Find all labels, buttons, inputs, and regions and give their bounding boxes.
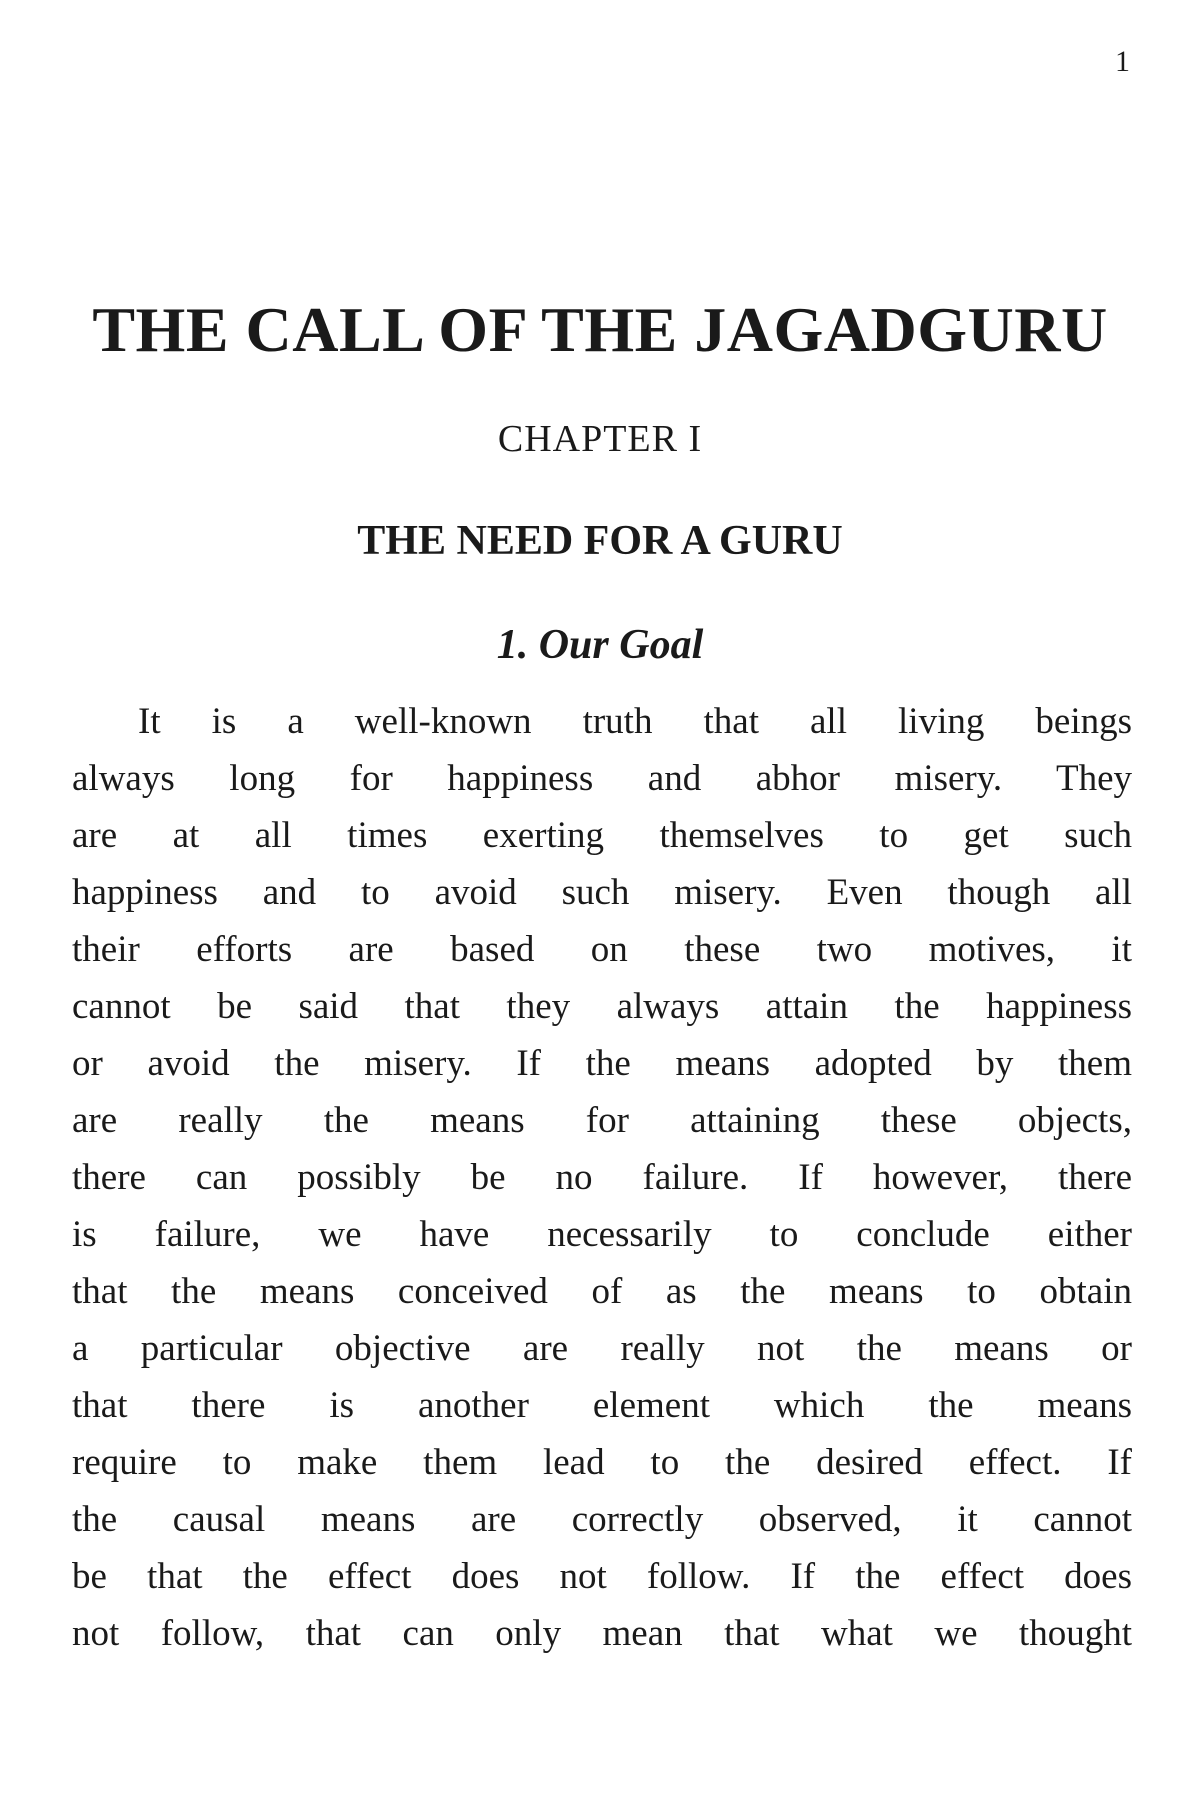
section-heading: 1. Our Goal [496, 622, 704, 668]
chapter-label: CHAPTER I [497, 418, 703, 460]
paragraph-line: that there is another element which the means [72, 1385, 1132, 1426]
paragraph-line: happiness and to avoid such misery. Even though all [72, 872, 1132, 913]
paragraph-line: require to make them lead to the desired effect. If [72, 1442, 1132, 1483]
paragraph-line: a particular objective are really not the means or [72, 1328, 1132, 1369]
body-paragraph [72, 693, 1132, 1662]
paragraph-line: their efforts are based on these two motives, it [72, 929, 1132, 970]
paragraph-line: It is a well-known truth that all living beings [138, 701, 1132, 742]
paragraph-line: are really the means for attaining these objects, [72, 1100, 1132, 1141]
paragraph-line: are at all times exerting themselves to get such [72, 815, 1132, 856]
paragraph-line: be that the effect does not follow. If the effect does [72, 1556, 1132, 1597]
paragraph-line: always long for happiness and abhor misery. They [72, 758, 1132, 799]
paragraph-line: or avoid the misery. If the means adopted by them [72, 1043, 1132, 1084]
paragraph-line: cannot be said that they always attain the happiness [72, 986, 1132, 1027]
chapter-title: THE NEED FOR A GURU [357, 518, 843, 564]
paragraph-line: is failure, we have necessarily to conclude either [72, 1214, 1132, 1255]
paragraph-line: there can possibly be no failure. If however, there [72, 1157, 1132, 1198]
book-title: THE CALL OF THE JAGADGURU [92, 294, 1108, 365]
paragraph-line: the causal means are correctly observed, it cannot [72, 1499, 1132, 1540]
page-number: 1 [1115, 45, 1130, 78]
paragraph-line: not follow, that can only mean that what we thought [72, 1613, 1132, 1654]
paragraph-line: that the means conceived of as the means to obtain [72, 1271, 1132, 1312]
